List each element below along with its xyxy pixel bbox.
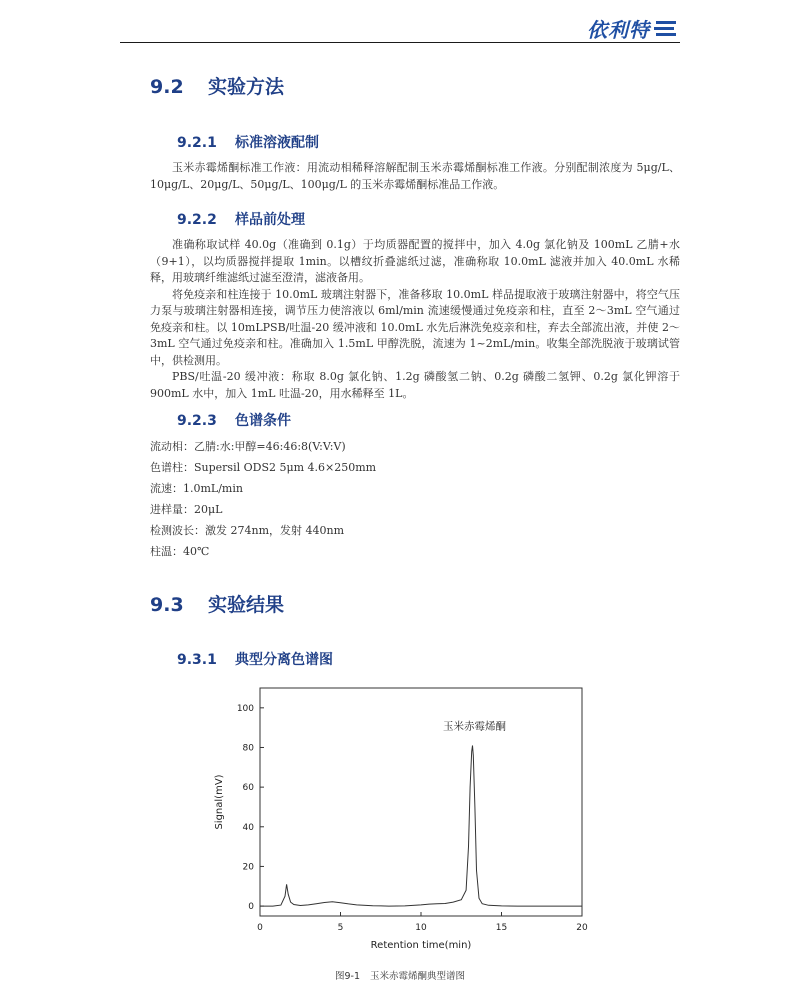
section-9-3-1-heading: 9.3.1 典型分离色谱图 (177, 652, 333, 668)
figure-caption-label: 图9-1 (334, 971, 360, 982)
x-tick-label: 20 (576, 923, 588, 933)
brand-logo-stripes-icon (654, 20, 678, 38)
y-tick-label: 20 (242, 862, 254, 873)
condition-column-temp: 柱温：40℃ (150, 545, 210, 558)
figure-caption (0, 968, 800, 982)
x-tick-label: 15 (495, 923, 508, 933)
section-9-2-heading: 9.2 实验方法 (150, 76, 285, 98)
y-axis-label: Signal(mV) (214, 774, 225, 830)
standard-solution-paragraph: 玉米赤霉烯酮标准工作液：用流动相稀释溶解配制玉米赤霉烯酮标准工作液。分别配制浓度为 5μg/L、10μg/L、20μg/L、50μg/L、100μg/L 的玉米赤霉烯酮标准品工作液。 (150, 161, 680, 191)
section-9-2-3-heading: 9.2.3 色谱条件 (177, 413, 291, 429)
x-axis-label: Retention time(min) (370, 940, 472, 951)
brand-logo (587, 14, 678, 43)
sample-prep-paragraph-3: PBS/吐温-20 缓冲液：称取 8.0g 氯化钠、1.2g 磷酸氢二钠、0.2g 磷酸二氢钾、0.2g 氯化钾溶于 900mL 水中，加入 1mL 吐温-20，用水稀释至 1L。 (150, 370, 680, 400)
x-tick-label: 10 (415, 923, 427, 933)
section-9-2-2-heading: 9.2.2 样品前处理 (177, 212, 305, 228)
x-tick-label: 0 (257, 923, 263, 933)
condition-mobile-phase: 流动相：乙腈:水:甲醇=46:46:8(V:V:V) (150, 440, 346, 453)
condition-wavelength: 检测波长：激发 274nm，发射 440nm (150, 524, 345, 537)
condition-column: 色谱柱：Supersil ODS2 5μm 4.6×250mm (150, 461, 377, 474)
plot-frame (260, 688, 582, 916)
y-tick-label: 60 (242, 783, 254, 794)
condition-flow-rate: 流速：1.0mL/min (150, 482, 243, 495)
chromatogram-chart (200, 680, 600, 960)
sample-prep-text (150, 237, 680, 402)
section-9-2-1-heading: 9.2.1 标准溶液配制 (177, 135, 319, 151)
figure-caption-text: 玉米赤霉烯酮典型谱图 (370, 971, 466, 982)
y-tick-label: 100 (236, 703, 254, 714)
y-tick-label: 80 (242, 743, 254, 754)
chromatography-conditions (150, 436, 376, 562)
y-tick-label: 0 (248, 902, 254, 913)
header-rule (120, 42, 680, 43)
x-tick-label: 5 (337, 923, 344, 933)
sample-prep-paragraph-1: 准确称取试样 40.0g（准确到 0.1g）于均质器配置的搅拌中，加入 4.0g 氯化钠及 100mL 乙腈+水（9+1），以均质器搅拌提取 1min。以槽纹折叠滤纸过滤，准确称取 10.0mL 滤液并加入 40.0mL 水稀释，用玻璃纤维滤纸过滤至澄清，滤液备用。 (150, 238, 680, 284)
y-tick-label: 40 (242, 822, 254, 833)
section-9-3-heading: 9.3 实验结果 (150, 594, 285, 616)
peak-label: 玉米赤霉烯酮 (443, 720, 507, 733)
sample-prep-paragraph-2: 将免疫亲和柱连接于 10.0mL 玻璃注射器下，准备移取 10.0mL 样品提取液于玻璃注射器中，将空气压力泵与玻璃注射器相连接，调节压力使溶液以 6ml/min 流速缓慢通过免疫亲和柱，直至 2～3mL 空气通过免疫亲和柱。以 10mLPSB/吐温-20 缓冲液和 10.0mL 水先后淋洗免疫亲和柱，弃去全部流出液，并使 2～3mL 空气通过免疫亲和柱。准确加入 1.5mL 甲醇洗脱，流速为 1~2mL/min。收集全部洗脱液于玻璃试管中，供检测用。 (150, 287, 680, 367)
chromatogram-trace (260, 746, 582, 907)
brand-logo-text: 依利特 (587, 18, 650, 42)
condition-injection-volume: 进样量：20μL (150, 503, 223, 516)
